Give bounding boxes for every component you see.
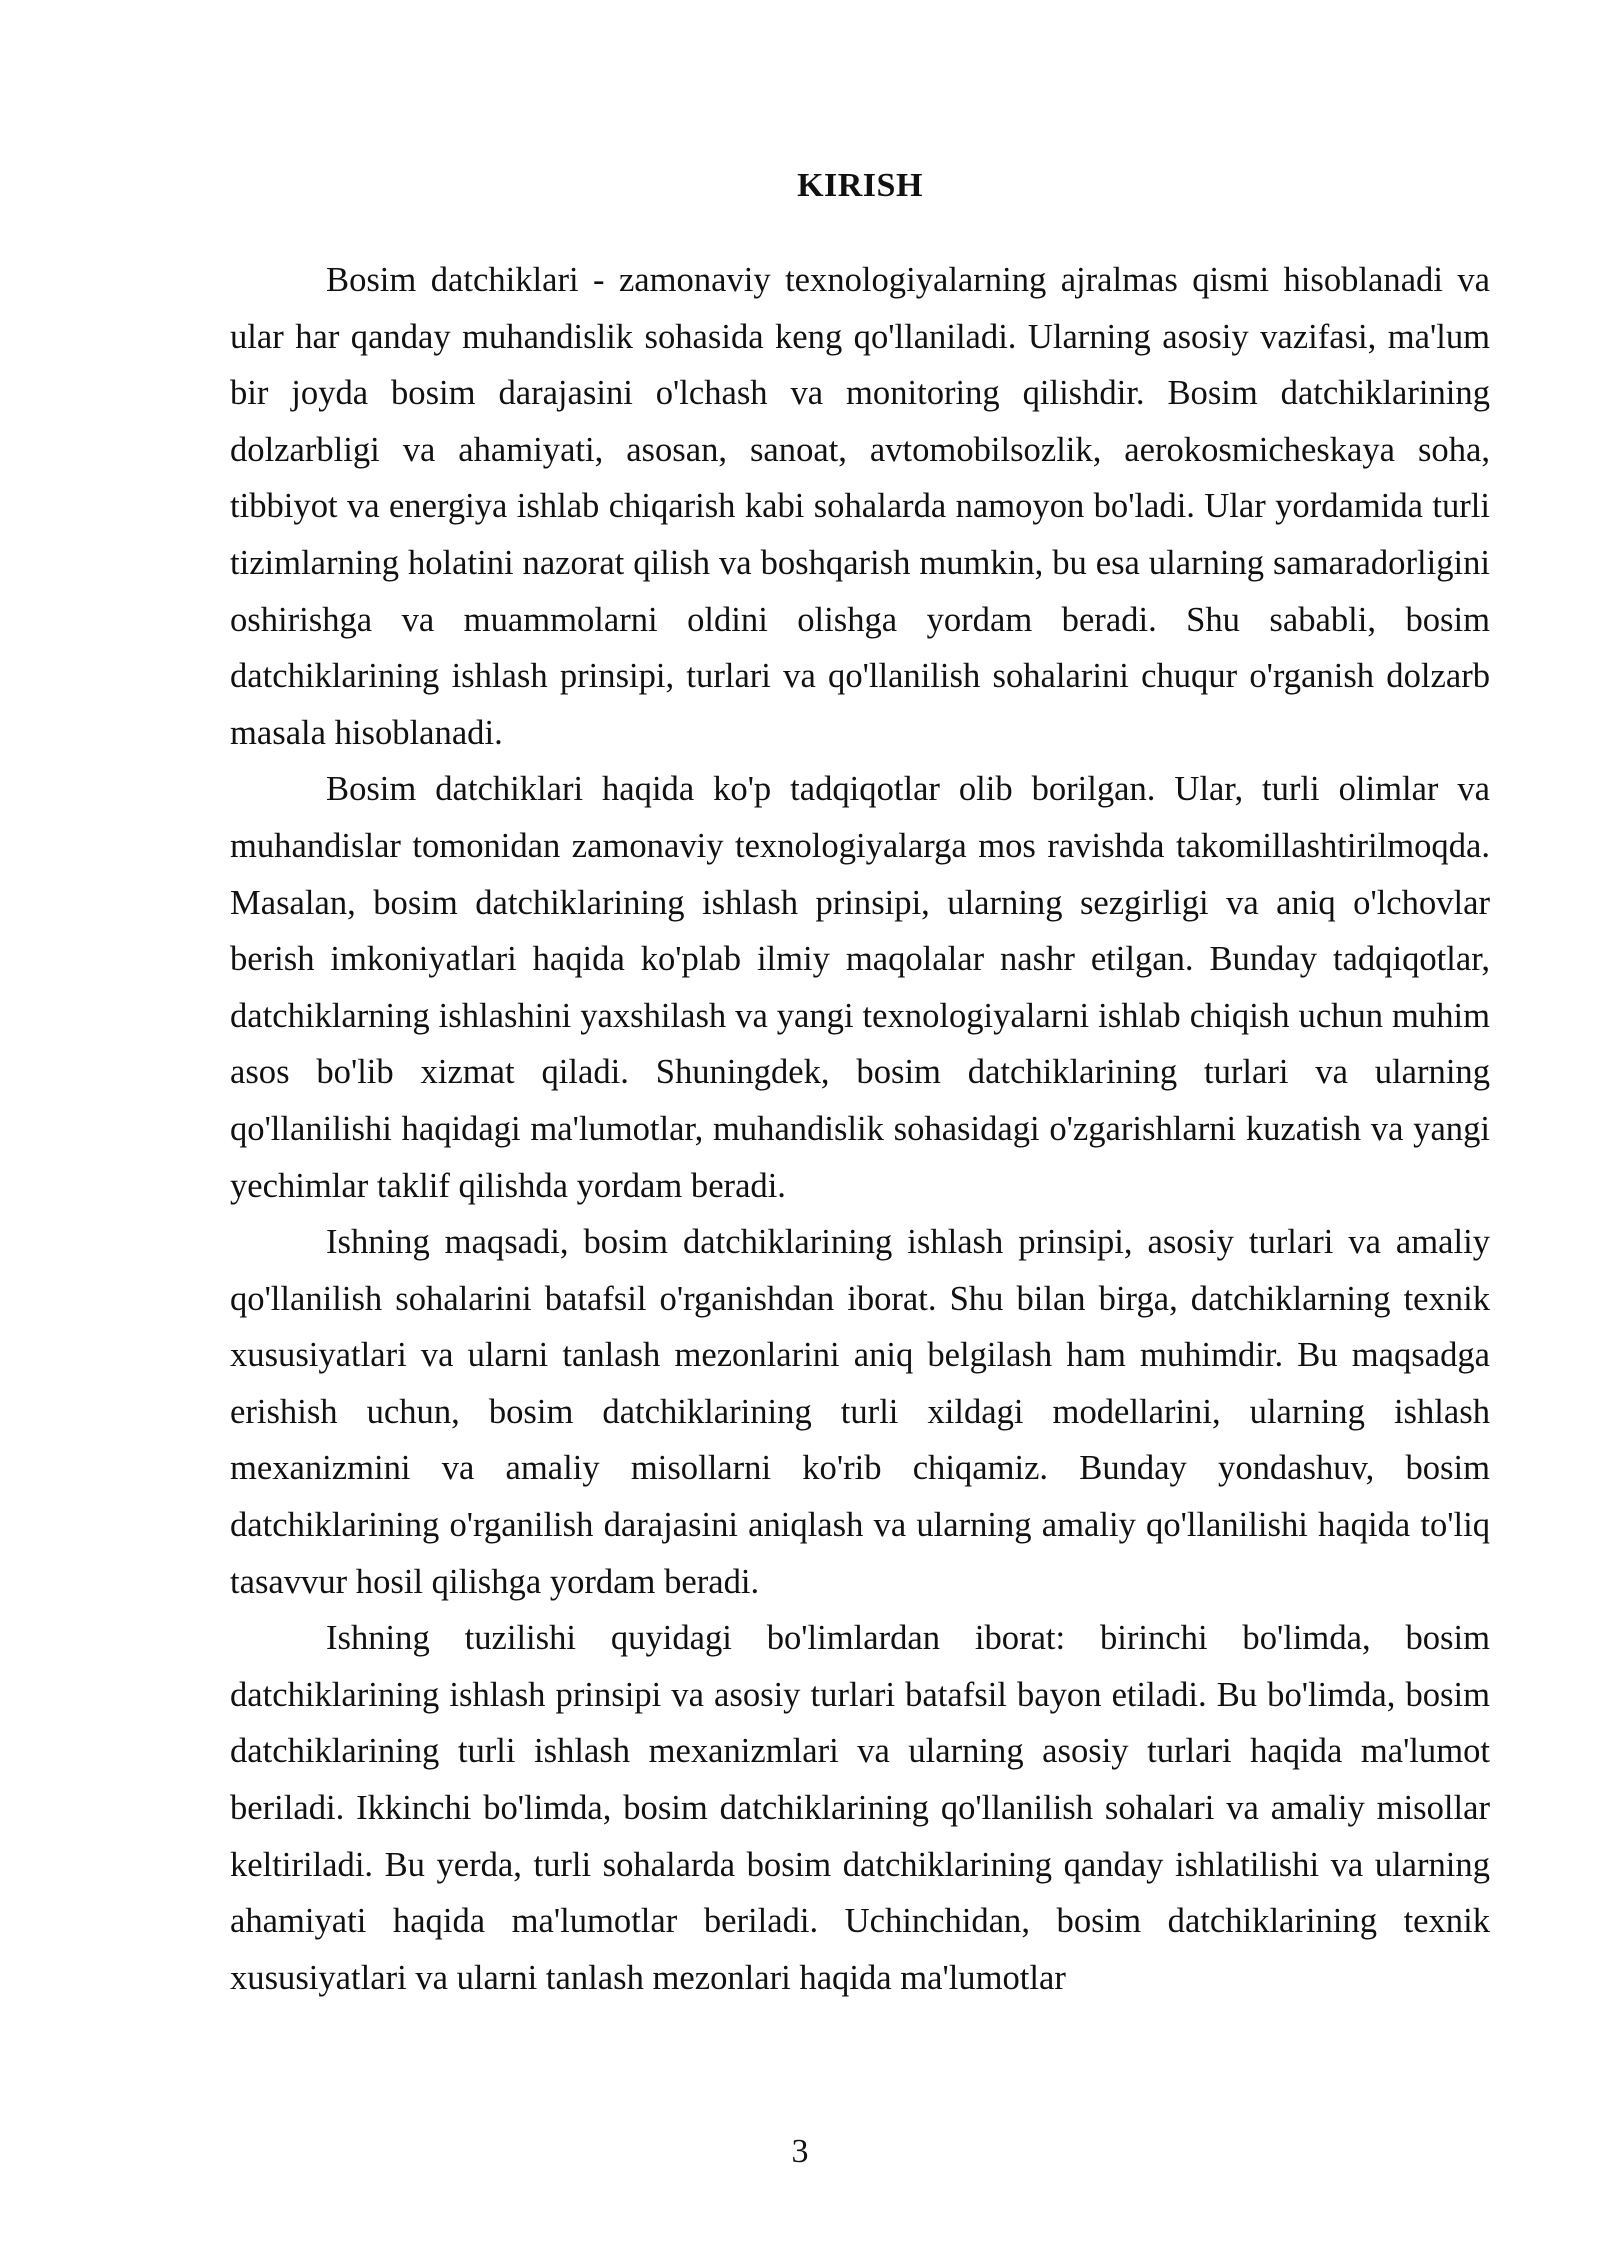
paragraph-3: Ishning maqsadi, bosim datchiklarining ishlash prinsipi, asosiy turlari va amaliy qo'llanilish sohalarini batafsil o'rganishdan iborat. Shu bilan birga, datchiklarning texnik xususiyatlari va ularni tanlash mezonlarini aniq belgilash ham muhimdir. Bu maqsadga erishish uchun, bosim datchiklarining turli xildagi modellarini, ularning ishlash mexanizmini va amaliy misollarni ko'rib chiqamiz. Bunday yondashuv, bosim datchiklarining o'rganilish darajasini aniqlash va ularning amaliy qo'llanilishi haqida to'liq tasavvur hosil qilishga yordam beradi. — [230, 1223, 1490, 1601]
paragraph-2: Bosim datchiklari haqida ko'p tadqiqotlar olib borilgan. Ular, turli olimlar va muhandislar tomonidan zamonaviy texnologiyalarga mos ravishda takomillashtirilmoqda. Masalan, bosim datchiklarining ishlash prinsipi, ularning sezgirligi va aniq o'lchovlar berish imkoniyatlari haqida ko'plab ilmiy maqolalar nashr etilgan. Bunday tadqiqotlar, datchiklarning ishlashini yaxshilash va yangi texnologiyalarni ishlab chiqish uchun muhim asos bo'lib xizmat qiladi. Shuningdek, bosim datchiklarining turlari va ularning qo'llanilishi haqidagi ma'lumotlar, muhandislik sohasidagi o'zgarishlarni kuzatish va yangi yechimlar taklif qilishda yordam beradi. — [230, 770, 1490, 1205]
paragraph-4: Ishning tuzilishi quyidagi bo'limlardan iborat: birinchi bo'limda, bosim datchiklarining ishlash prinsipi va asosiy turlari batafsil bayon etiladi. Bu bo'limda, bosim datchiklarining turli ishlash mexanizmlari va ularning asosiy turlari haqida ma'lumot beriladi. Ikkinchi bo'limda, bosim datchiklarining qo'llanilish sohalari va amaliy misollar keltiriladi. Bu yerda, turli sohalarda bosim datchiklarining qanday ishlatilishi va ularning ahamiyati haqida ma'lumotlar beriladi. Uchinchidan, bosim datchiklarining texnik xususiyatlari va ularni tanlash mezonlari haqida ma'lumotlar — [230, 1619, 1490, 1997]
document-body — [230, 252, 1490, 2006]
page-heading: KIRISH — [797, 167, 923, 204]
paragraph-1: Bosim datchiklari - zamonaviy texnologiyalarning ajralmas qismi hisoblanadi va ular har qanday muhandislik sohasida keng qo'llaniladi. Ularning asosiy vazifasi, ma'lum bir joyda bosim darajasini o'lchash va monitoring qilishdir. Bosim datchiklarining dolzarbligi va ahamiyati, asosan, sanoat, avtomobilsozlik, aerokosmicheskaya soha, tibbiyot va energiya ishlab chiqarish kabi sohalarda namoyon bo'ladi. Ular yordamida turli tizimlarning holatini nazorat qilish va boshqarish mumkin, bu esa ularning samaradorligini oshirishga va muammolarni oldini olishga yordam beradi. Shu sababli, bosim datchiklarining ishlash prinsipi, turlari va qo'llanilish sohalarini chuqur o'rganish dolzarb masala hisoblanadi. — [230, 261, 1490, 752]
page-number: 3 — [791, 2133, 809, 2170]
